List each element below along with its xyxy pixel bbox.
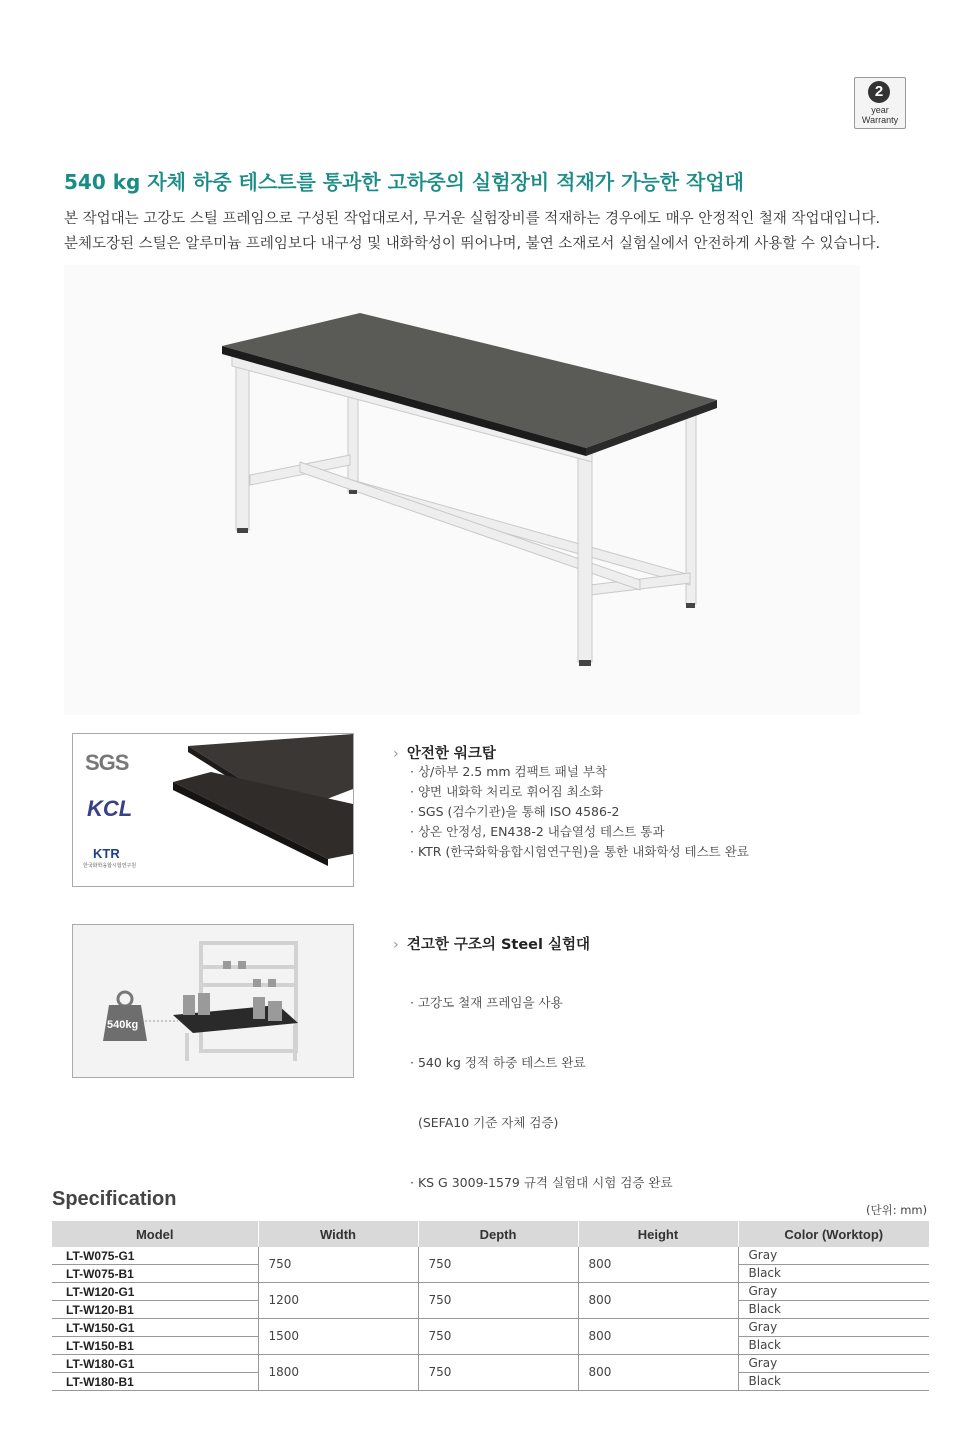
depth-cell: 750 [418, 1319, 578, 1355]
warranty-label: Warranty [861, 115, 899, 125]
width-cell: 1800 [258, 1355, 418, 1391]
worktop-image-box [72, 733, 354, 887]
color-cell: Gray [738, 1247, 929, 1265]
model-cell: LT-W150-B1 [52, 1337, 258, 1355]
color-cell: Gray [738, 1319, 929, 1337]
sgs-logo: SGS [85, 750, 129, 775]
workbench-image [0, 0, 975, 720]
load-test-image [73, 925, 353, 1077]
bullet-item: · 고강도 철재 프레임을 사용 [410, 995, 563, 1010]
height-cell: 800 [578, 1283, 738, 1319]
color-cell: Black [738, 1373, 929, 1391]
feature-bullets-worktop [410, 762, 749, 862]
header-model: Model [52, 1221, 258, 1247]
bullet-item: · SGS (검수기관)을 통해 ISO 4586-2 [410, 804, 620, 819]
model-cell: LT-W075-B1 [52, 1265, 258, 1283]
warranty-number: 2 [868, 81, 890, 103]
color-cell: Black [738, 1265, 929, 1283]
width-cell: 750 [258, 1247, 418, 1283]
spec-table [52, 1221, 929, 1391]
model-cell: LT-W075-G1 [52, 1247, 258, 1265]
bullet-item: · 540 kg 정적 하중 테스트 완료 [410, 1055, 586, 1070]
chevron-right-icon: › [393, 937, 399, 953]
kcl-logo: KCL [87, 796, 133, 821]
header-width: Width [258, 1221, 418, 1247]
model-cell: LT-W180-B1 [52, 1373, 258, 1391]
header-color: Color (Worktop) [738, 1221, 929, 1247]
header-depth: Depth [418, 1221, 578, 1247]
table-row [52, 1319, 929, 1337]
header-height: Height [578, 1221, 738, 1247]
depth-cell: 750 [418, 1247, 578, 1283]
feature-title-text: 견고한 구조의 Steel 실험대 [406, 937, 591, 953]
color-cell: Black [738, 1337, 929, 1355]
model-cell: LT-W150-G1 [52, 1319, 258, 1337]
table-row [52, 1283, 929, 1301]
model-cell: LT-W180-G1 [52, 1355, 258, 1373]
weight-label: 540kg [107, 1019, 139, 1031]
width-cell: 1500 [258, 1319, 418, 1355]
steel-structure-image-box [72, 924, 354, 1078]
table-header-row [52, 1221, 929, 1247]
table-row [52, 1247, 929, 1265]
spec-title: Specification [52, 1188, 177, 1210]
spec-unit: (단위: mm) [866, 1203, 928, 1217]
depth-cell: 750 [418, 1355, 578, 1391]
compact-panel-image [173, 734, 353, 886]
model-cell: LT-W120-B1 [52, 1301, 258, 1319]
color-cell: Black [738, 1301, 929, 1319]
feature-bullets-steel [410, 953, 673, 1213]
height-cell: 800 [578, 1319, 738, 1355]
table-row [52, 1355, 929, 1373]
height-cell: 800 [578, 1355, 738, 1391]
model-cell: LT-W120-G1 [52, 1283, 258, 1301]
bullet-item: (SEFA10 기준 자체 검증) [410, 1115, 559, 1130]
bullet-item: · 상/하부 2.5 mm 컴팩트 패널 부착 [410, 764, 608, 779]
bullet-item: · KS G 3009-1579 규격 실험대 시험 검증 완료 [410, 1175, 673, 1190]
feature-title-text: 안전한 워크탑 [406, 746, 496, 762]
ktr-logo-subtitle: 한국화학융합시험연구원 [83, 863, 137, 869]
bullet-item: · KTR (한국화학융합시험연구원)을 통한 내화학성 테스트 완료 [410, 844, 749, 859]
chevron-right-icon: › [393, 746, 399, 762]
description-line: 분체도장된 스틸은 알루미늄 프레임보다 내구성 및 내화학성이 뛰어나며, 불연 소재로서 실험실에서 안전하게 사용할 수 있습니다. [64, 236, 881, 252]
color-cell: Gray [738, 1283, 929, 1301]
height-cell: 800 [578, 1247, 738, 1283]
bullet-item: · 양면 내화학 처리로 휘어짐 최소화 [410, 784, 603, 799]
warranty-year: year [871, 105, 889, 115]
color-cell: Gray [738, 1355, 929, 1373]
ktr-logo: KTR [93, 846, 120, 861]
bullet-item: · 상온 안정성, EN438-2 내습열성 테스트 통과 [410, 824, 665, 839]
feature-title-steel [393, 933, 590, 954]
depth-cell: 750 [418, 1283, 578, 1319]
headline: 540 kg 자체 하중 테스트를 통과한 고하중의 실험장비 적재가 가능한 작업대 [64, 170, 744, 194]
feature-title-worktop [393, 742, 496, 763]
width-cell: 1200 [258, 1283, 418, 1319]
description-line: 본 작업대는 고강도 스틸 프레임으로 구성된 작업대로서, 무거운 실험장비를 적재하는 경우에도 매우 안정적인 철재 작업대입니다. [64, 211, 881, 227]
